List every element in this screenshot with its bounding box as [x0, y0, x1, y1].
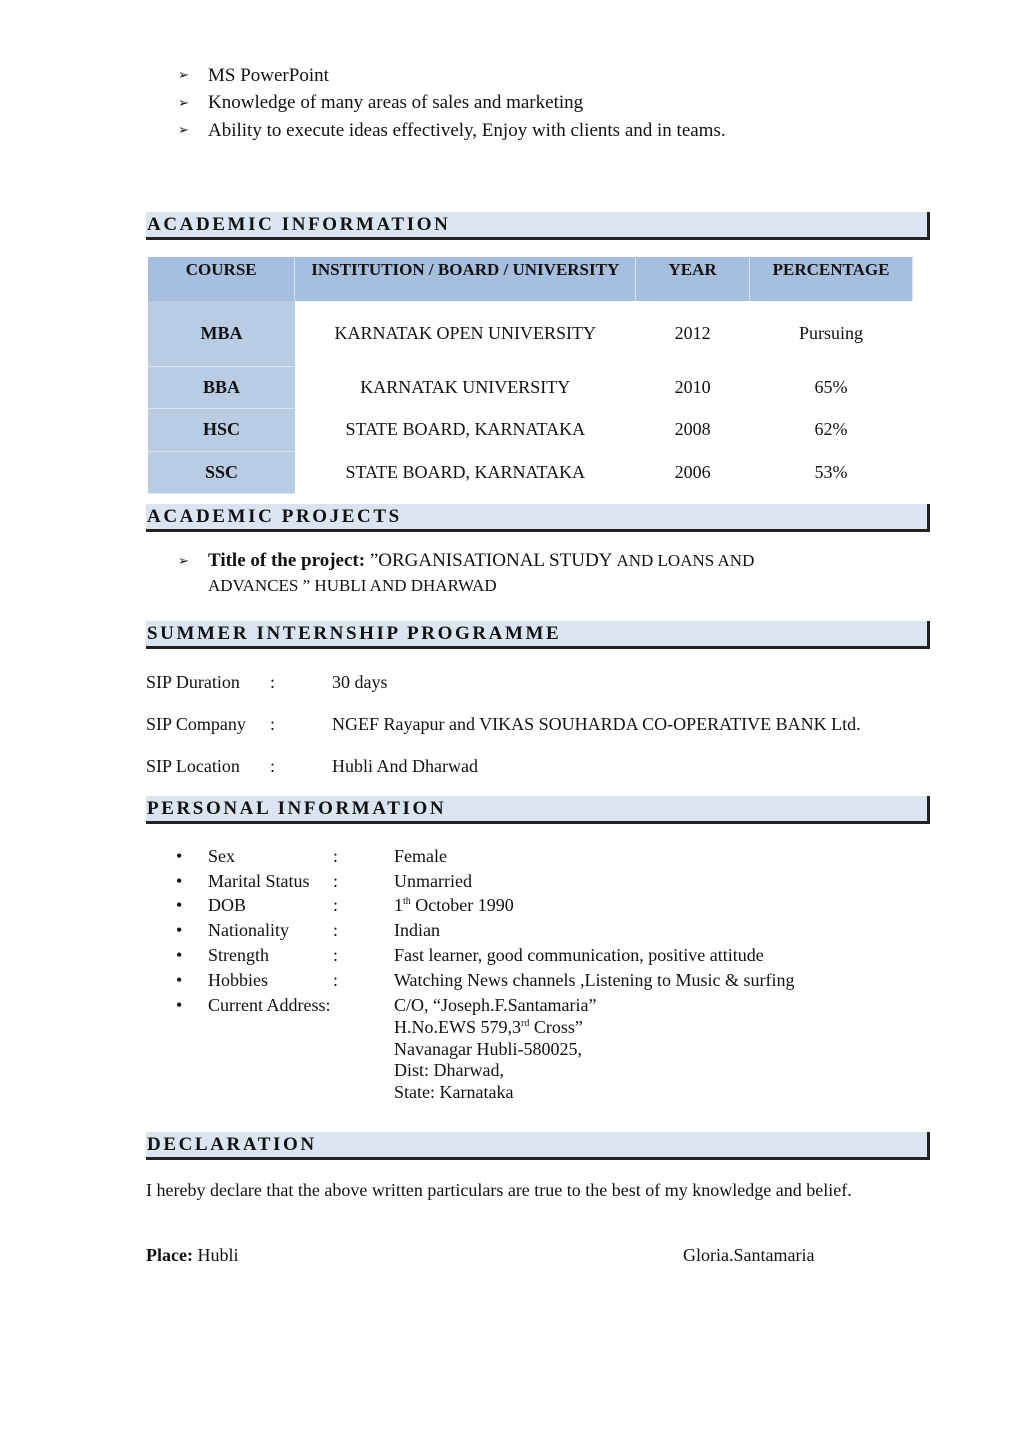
- personal-label: Sex: [208, 845, 235, 866]
- section-heading-personal-information: PERSONAL INFORMATION: [146, 796, 930, 824]
- project-text: [208, 548, 848, 598]
- place-value: Hubli: [192, 1245, 239, 1265]
- personal-colon: :: [333, 969, 339, 990]
- personal-label: Hobbies: [208, 969, 268, 990]
- bullet-icon: •: [176, 969, 183, 990]
- column-header: INSTITUTION / BOARD / UNIVERSITY: [295, 257, 636, 301]
- personal-colon: :: [333, 845, 339, 866]
- section-heading-declaration: DECLARATION: [146, 1132, 930, 1160]
- skills-list: [178, 62, 726, 145]
- address-text: Cross”: [529, 1017, 583, 1037]
- sip-value: Hubli And Dharwad: [332, 756, 478, 776]
- arrow-bullet-icon: ➢: [178, 123, 189, 139]
- list-item: [176, 968, 794, 993]
- skill-text: MS PowerPoint: [208, 64, 329, 86]
- address-line: [394, 1017, 583, 1039]
- sip-row: [146, 714, 861, 735]
- list-item: [178, 90, 726, 118]
- section-heading-academic-information: ACADEMIC INFORMATION: [146, 212, 930, 240]
- table-row: [148, 409, 913, 452]
- personal-value: Indian: [394, 920, 440, 941]
- bullet-icon: •: [176, 845, 183, 866]
- list-item: [176, 993, 794, 1018]
- sip-value: 30 days: [332, 672, 388, 692]
- sip-value: NGEF Rayapur and VIKAS SOUHARDA CO-OPERATIVE BANK Ltd.: [332, 714, 861, 734]
- table-cell: SSC: [148, 451, 295, 494]
- personal-value: Female: [394, 845, 447, 866]
- personal-colon: :: [333, 895, 339, 916]
- address-text: H.No.EWS 579,3: [394, 1017, 521, 1037]
- sip-label: SIP Duration: [146, 672, 240, 692]
- column-header: YEAR: [636, 257, 750, 301]
- table-cell: BBA: [148, 366, 295, 409]
- dob-suffix: th: [403, 896, 411, 908]
- table-row: [148, 366, 913, 409]
- personal-label: Nationality: [208, 920, 289, 941]
- table-cell: Pursuing: [799, 323, 864, 343]
- table-cell: STATE BOARD, KARNATAKA: [345, 461, 586, 482]
- bullet-icon: •: [176, 870, 183, 891]
- bullet-icon: •: [176, 994, 183, 1015]
- address-line: Navanagar Hubli-580025,: [394, 1038, 582, 1059]
- personal-colon: :: [333, 920, 339, 941]
- project-title-value-cont: AND LOANS AND: [616, 551, 755, 570]
- list-item: [178, 62, 726, 90]
- list-item: [176, 894, 794, 919]
- list-item: [176, 844, 794, 869]
- table-cell: KARNATAK OPEN UNIVERSITY: [334, 323, 597, 343]
- signature-name: Gloria.Santamaria: [683, 1245, 815, 1265]
- sip-label: SIP Company: [146, 714, 246, 734]
- academic-table: [148, 257, 913, 494]
- declaration-text: I hereby declare that the above written particulars are true to the best of my knowledge and belief.: [146, 1180, 852, 1200]
- table-cell: MBA: [148, 301, 295, 366]
- project-item: [178, 548, 848, 598]
- table-cell: 53%: [814, 461, 848, 482]
- dob-rest: October 1990: [410, 895, 514, 916]
- skill-text: Knowledge of many areas of sales and marketing: [208, 92, 584, 114]
- place-label: Place:: [146, 1245, 193, 1265]
- sip-row: [146, 756, 478, 777]
- personal-label: Current Address:: [208, 994, 331, 1015]
- arrow-bullet-icon: ➢: [178, 68, 189, 84]
- table-cell: 2010: [674, 376, 711, 397]
- project-title-line2: ADVANCES ” HUBLI AND DHARWAD: [208, 576, 497, 595]
- skill-text: Ability to execute ideas effectively, Enjoy with clients and in teams.: [208, 119, 726, 141]
- personal-value: Unmarried: [394, 870, 472, 891]
- personal-info-list: [176, 844, 794, 1018]
- dob-day: 1: [394, 895, 403, 916]
- place-line: [146, 1245, 238, 1266]
- sip-colon: :: [270, 714, 276, 734]
- table-row: [148, 301, 913, 366]
- table-cell: STATE BOARD, KARNATAKA: [345, 419, 586, 440]
- address-line: Dist: Dharwad,: [394, 1060, 504, 1080]
- column-header: PERCENTAGE: [750, 257, 913, 301]
- arrow-bullet-icon: ➢: [178, 95, 189, 111]
- personal-value: [394, 895, 514, 916]
- arrow-bullet-icon: ➢: [178, 554, 189, 569]
- list-item: [176, 943, 794, 968]
- project-title-label: Title of the project:: [208, 550, 366, 571]
- list-item: [176, 918, 794, 943]
- personal-value: Fast learner, good communication, positive attitude: [394, 945, 764, 966]
- bullet-icon: •: [176, 945, 183, 966]
- table-cell: 62%: [814, 419, 848, 440]
- personal-label: Strength: [208, 945, 269, 966]
- personal-value: Watching News channels ,Listening to Music & surfing: [394, 969, 795, 990]
- table-cell: 65%: [814, 376, 848, 397]
- personal-label: Marital Status: [208, 870, 310, 891]
- table-cell: 2012: [674, 323, 711, 343]
- personal-label: DOB: [208, 895, 247, 916]
- address-block: [394, 1017, 583, 1103]
- bullet-icon: •: [176, 895, 183, 916]
- address-suffix: rd: [521, 1018, 530, 1029]
- project-title-value: ”ORGANISATIONAL STUDY: [365, 550, 617, 571]
- sip-colon: :: [270, 756, 276, 776]
- section-heading-academic-projects: ACADEMIC PROJECTS: [146, 504, 930, 532]
- table-cell: 2006: [674, 461, 711, 482]
- personal-value: C/O, “Joseph.F.Santamaria”: [394, 994, 597, 1015]
- address-line: State: Karnataka: [394, 1081, 514, 1102]
- sip-row: [146, 672, 388, 693]
- table-cell: KARNATAK UNIVERSITY: [360, 376, 571, 397]
- list-item: [178, 117, 726, 145]
- table-row: [148, 451, 913, 494]
- personal-colon: :: [333, 945, 339, 966]
- sip-colon: :: [270, 672, 276, 692]
- section-heading-summer-internship: SUMMER INTERNSHIP PROGRAMME: [146, 621, 930, 649]
- table-cell: HSC: [148, 409, 295, 452]
- table-header-row: [148, 257, 913, 301]
- table-cell: 2008: [674, 419, 711, 440]
- personal-colon: :: [333, 870, 339, 891]
- list-item: [176, 869, 794, 894]
- bullet-icon: •: [176, 920, 183, 941]
- sip-label: SIP Location: [146, 756, 240, 776]
- column-header: COURSE: [148, 257, 295, 301]
